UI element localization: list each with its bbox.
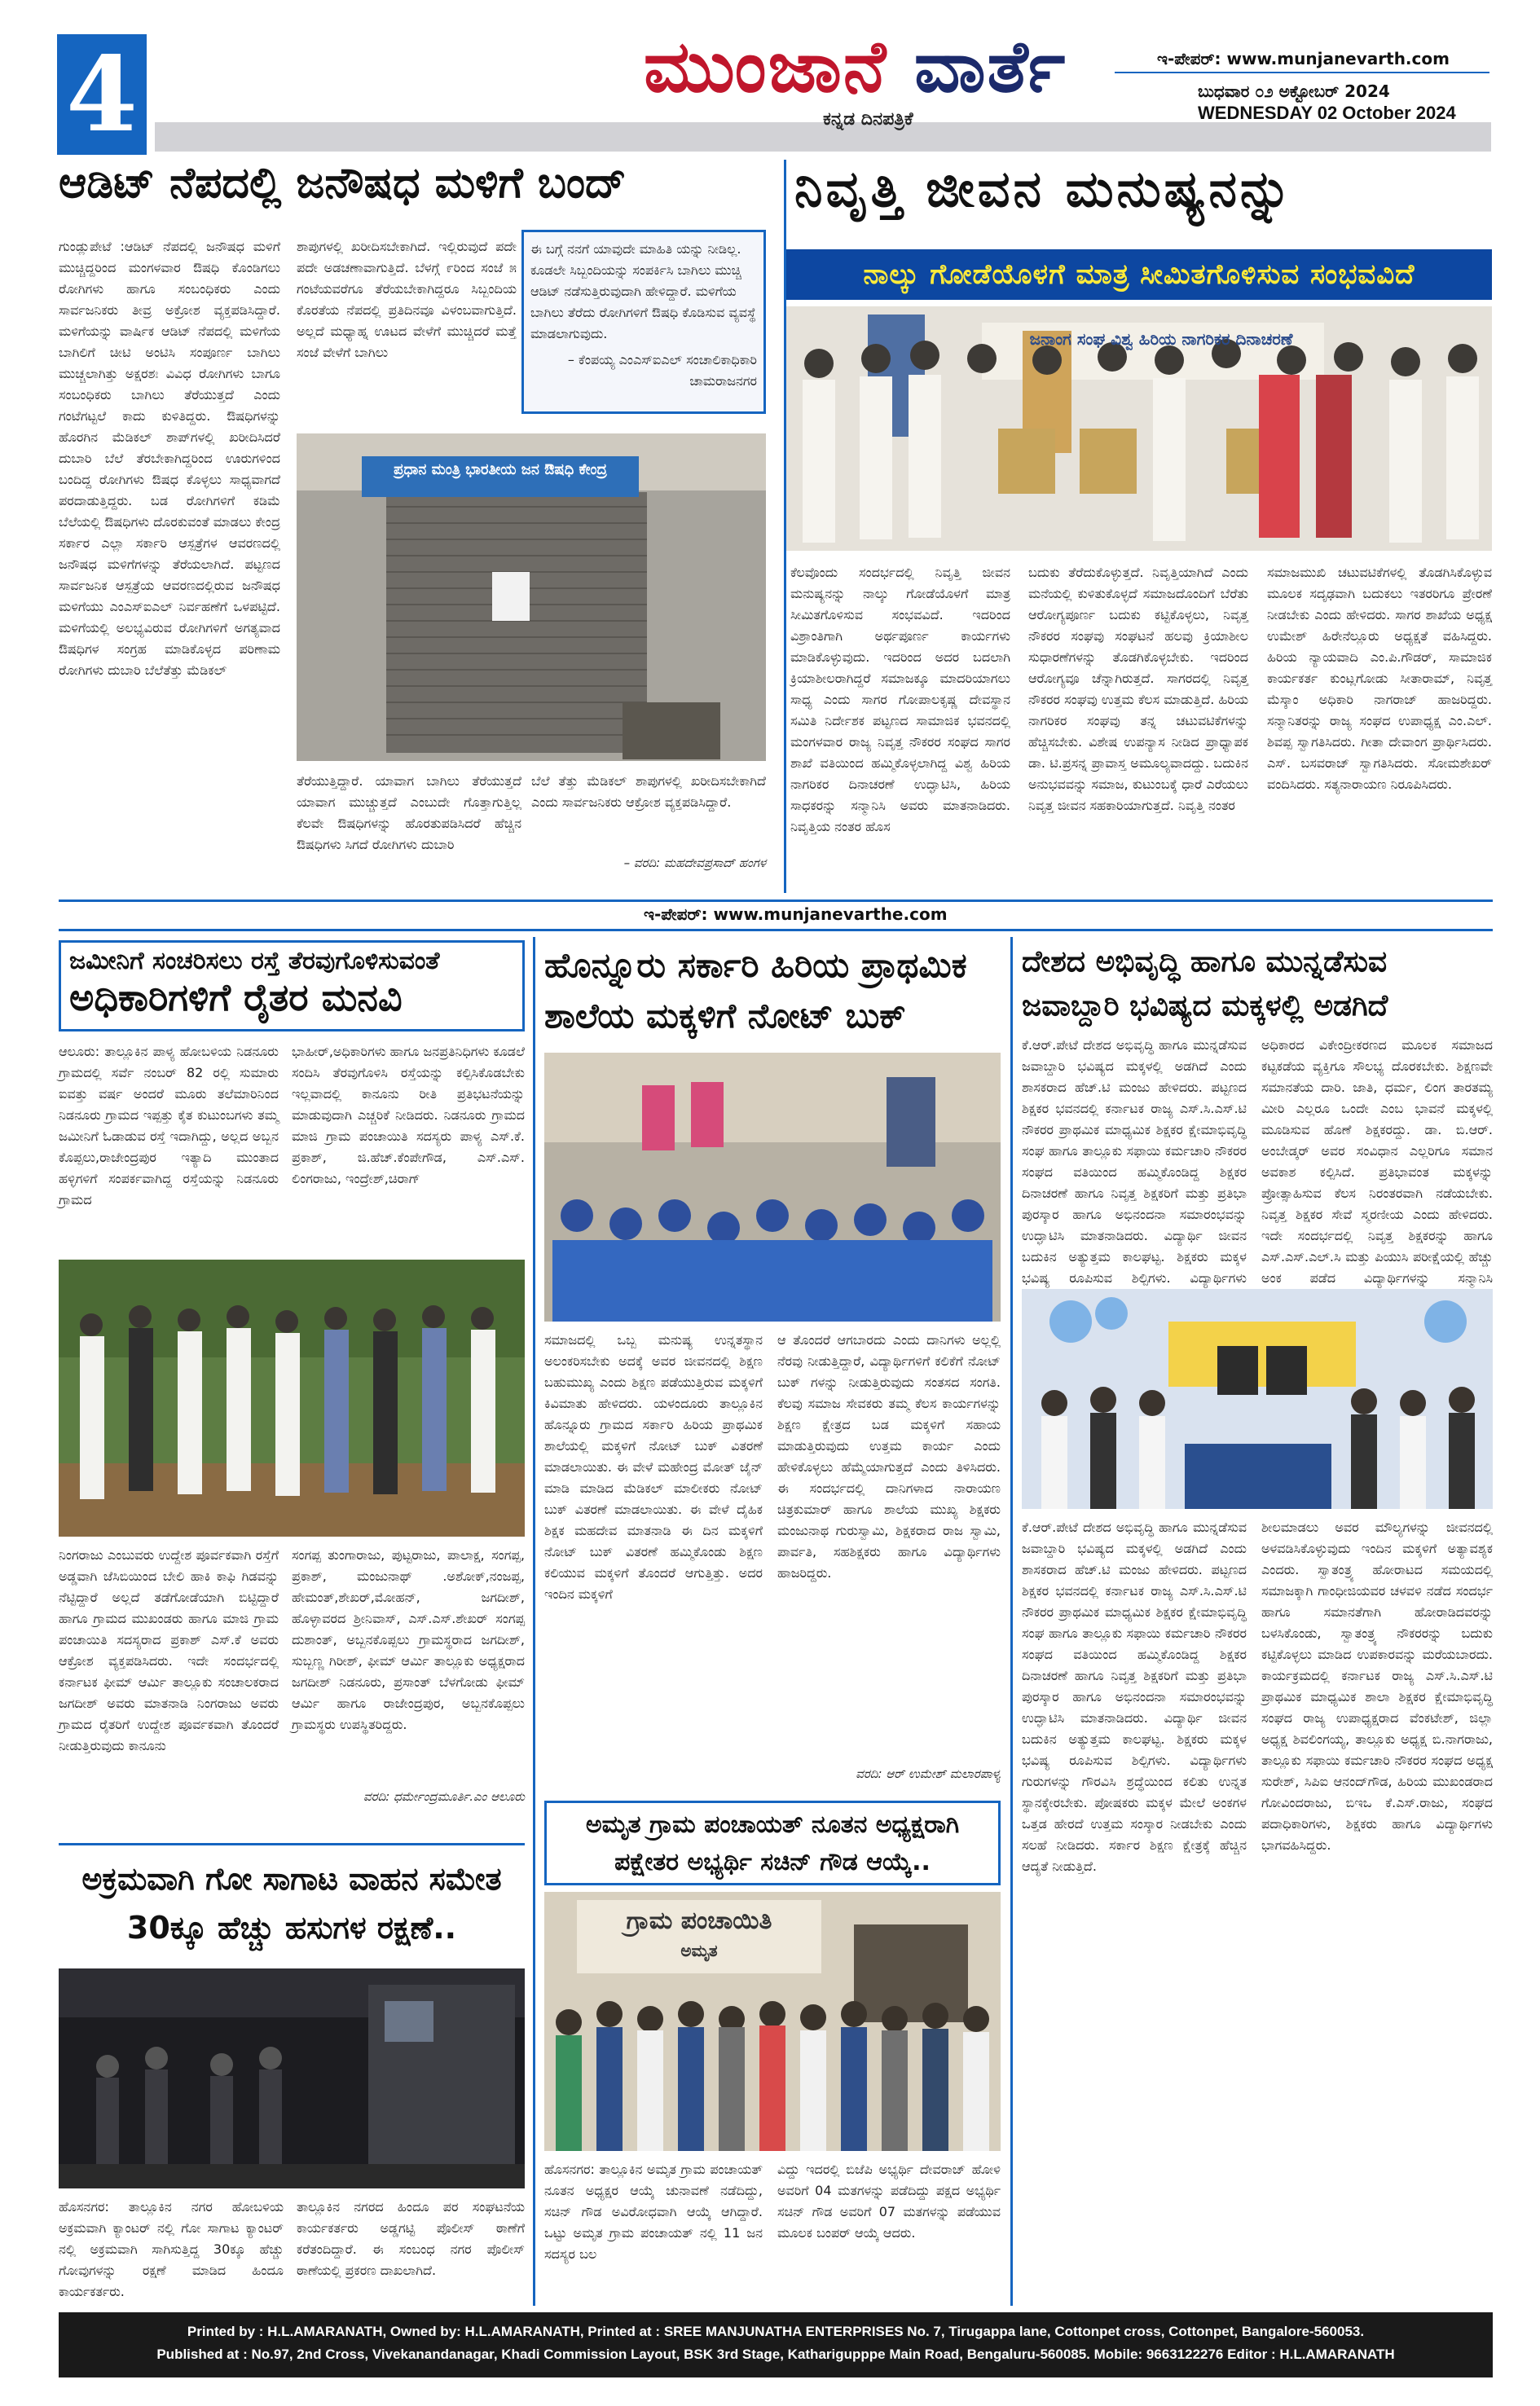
- section-divider: [59, 1843, 525, 1845]
- story7-photo: [59, 1968, 525, 2188]
- story2-column-3: ಸಮಾಜಮುಖಿ ಚಟುವಟಿಕೆಗಳಲ್ಲಿ ತೊಡಗಿಸಿಕೊಳ್ಳುವ ಮೂಲಕ ಸದೃಢವಾಗಿ ಬದುಕಲು ಇತರರಿಗೂ ಪ್ರೇರಣೆ ನೀಡಬೇಕು ಎಂದು ಹೇಳಿದರು. ಸಾಗರ ಶಾಖೆಯ ಅಧ್ಯಕ್ಷ ಉಮೇಶ್ ಹಿರೇನೆಲ್ಲೂರು ಅಧ್ಯಕ್ಷತೆ ವಹಿಸಿದ್ದರು. ಹಿರಿಯ ನ್ಯಾಯವಾದಿ ಎಂ.ಪಿ.ಗೌಡರ್, ಸಾಮಾಜಿಕ ಕಾರ್ಯಕರ್ತ ಕುಂಟ್ಲಗೋಡು ಸೀತಾರಾಮ್, ನಿವೃತ್ತ ಮೆಸ್ಕಾಂ ಅಧಿಕಾರಿ ನಾಗರಾಜ್ ಹಾಜರಿದ್ದರು. ಸನ್ಮಾನಿತರನ್ನು ರಾಜ್ಯ ಸಂಘದ ಉಪಾಧ್ಯಕ್ಷ ಎಂ.ಎಲ್. ಶಿವಪ್ಪ ಸ್ವಾಗತಿಸಿದರು. ಗೀತಾ ದೇವಾಂಗ ಪ್ರಾರ್ಥಿಸಿದರು. ಎಸ್. ಬಸವರಾಜ್ ಸ್ವಾಗತಿಸಿದರು. ಸೋಮಶೇಖರ್ ವಂದಿಸಿದರು. ಸತ್ಯನಾರಾಯಣ ನಿರೂಪಿಸಿದರು.: [1267, 565, 1492, 792]
- masthead-subtitle: ಕನ್ನಡ ದಿನಪತ್ರಿಕೆ: [823, 109, 913, 130]
- story6-headline-box: [544, 1801, 1001, 1885]
- story5-column-2: ಶೀಲಮಾಡಲು ಅವರ ಮೌಲ್ಯಗಳನ್ನು ಜೀವನದಲ್ಲಿ ಅಳವಡಿಸಿಕೊಳ್ಳುವುದು ಇಂದಿನ ಮಕ್ಕಳಿಗೆ ಅತ್ಯಾವಶ್ಯಕ ಎಂದರು. ಸ್ವಾತಂತ್ರ್ಯ ಹೋರಾಟದ ಸಮಯದಲ್ಲಿ ಸಮಾಜಕ್ಕಾಗಿ ಗಾಂಧೀಜಿಯವರ ಚಳವಳಿ ನಡೆದ ಸಂದರ್ಭ ಹಾಗೂ ಸಮಾನತೆಗಾಗಿ ಹೋರಾಡಿದವರನ್ನು ಬಳಸಿಕೊಂಡು, ಸ್ವಾತಂತ್ರ್ಯ ನೌಕರರನ್ನು ಬದುಕು ಕಟ್ಟಿಕೊಳ್ಳಲು ಮಾಡಿದ ಉಪಕಾರವನ್ನು ಮರೆಯಬಾರದು. ಕಾರ್ಯಕ್ರಮದಲ್ಲಿ ಕರ್ನಾಟಕ ರಾಜ್ಯ ಎಸ್.ಸಿ.ಎಸ್.ಟಿ ಪ್ರಾಥಮಿಕ ಮಾಧ್ಯಮಿಕ ಶಾಲಾ ಶಿಕ್ಷಕರ ಕ್ಷೇಮಾಭಿವೃದ್ಧಿ ಸಂಘದ ರಾಜ್ಯ ಉಪಾಧ್ಯಕ್ಷರಾದ ವೆಂಕಟೇಶ್, ಜಿಲ್ಲಾ ಅಧ್ಯಕ್ಷ ಶಿವಲಿಂಗಯ್ಯ, ತಾಲ್ಲೂಕು ಅಧ್ಯಕ್ಷ ಬಿ.ನಾಗರಾಜು, ತಾಲ್ಲೂಕು ಸಫಾಯಿ ಕರ್ಮಚಾರಿ ನೌಕರರ ಸಂಘದ ಅಧ್ಯಕ್ಷ ಸುರೇಶ್, ಸಿಪಿಐ ಆನಂದ್‌ಗೌಡ, ಹಿರಿಯ ಮುಖಂಡರಾದ ಗೋವಿಂದರಾಜು, ಬಿಇಒ ಕೆ.ಎಸ್.ರಾಜು, ಸಂಘದ ಪದಾಧಿಕಾರಿಗಳು, ಶಿಕ್ಷಕರು ಹಾಗೂ ವಿದ್ಯಾರ್ಥಿಗಳು ಭಾಗವಹಿಸಿದ್ದರು.: [1261, 1520, 1493, 1853]
- epaper-link-mid[interactable]: ಇ-ಪೇಪರ್: www.munjanevarthe.com: [644, 904, 948, 924]
- story6-photo: [544, 1892, 1001, 2151]
- classroom-photo-graphic: [544, 1053, 1001, 1322]
- story1-column-2: ಶಾಪುಗಳಲ್ಲಿ ಖರೀದಿಸಬೇಕಾಗಿದೆ. ಇಲ್ಲಿರುವುದೆ ಪದೇ ಪದೇ ಅಡಚಣಾವಾಗುತ್ತಿದೆ. ಬೆಳಗ್ಗೆ ೯ರಿಂದ ಸಂಜೆ ೫ ಗಂಟೆಯವರೆಗೂ ತೆರೆಯಬೇಕಾಗಿದ್ದರೂ ಸಿಬ್ಬಂದಿಯ ಕೊರತೆಯ ನೆಪದಲ್ಲಿ ಪ್ರತಿದಿನವೂ ವಿಳಂಬವಾಗುತ್ತಿದೆ. ಅಲ್ಲದೆ ಮಧ್ಯಾಹ್ನ ಊಟದ ವೇಳೆಗೆ ಮುಚ್ಚಿದರೆ ಮತ್ತೆ ಸಂಜೆ ವೇಳೆಗೆ ಬಾಗಿಲು: [297, 239, 517, 360]
- story2-headline: ನಿವೃತ್ತಿ ಜೀವನ ಮನುಷ್ಯನನ್ನು: [794, 159, 1295, 218]
- story3-column-4: ಸಂಗಪ್ಪ ತುಂಗಾರಾಜು, ಪುಟ್ಟರಾಜು, ಪಾಲಾಕ್ಷ, ಸಂಗಪ್ಪ, ಪ್ರಕಾಶ್, ಮಂಜುನಾಥ್ .ಅಶೋಕ್,ನಂಜಪ್ಪ, ಹೇಮಂತ್,ಶೇಖರ್,ಮೋಹನ್, ಜಗದೀಶ್, ಹೊಳ್ಳಾವರದ ಶ್ರೀನಿವಾಸ್, ಎಸ್.ಎಸ್.ಶೇಖರ್ ಸಂಗಪ್ಪ ದುಶಾಂತ್, ಅಬ್ಬನಕೊಪ್ಪಲು ಗ್ರಾಮಸ್ಥರಾದ ಜಗದೀಶ್, ಸುಬ್ಬಣ್ಣ ಗಿರೀಶ್, ಫೀಮ್ ಆರ್ಮಿ ತಾಲ್ಲೂಕು ಅಧ್ಯಕ್ಷರಾದ ಜಗದೀಶ್ ನಿಡನೂರು, ಪ್ರಸಾಂತ್ ಬೆಳಗೋಡು ಫೀಮ್ ಆರ್ಮಿ ಹಾಗೂ ರಾಜೇಂದ್ರಪುರ, ಅಬ್ಬನಕೊಪ್ಪಲು ಗ್ರಾಮಸ್ಥರು ಉಪಸ್ಥಿತರಿದ್ದರು.: [292, 1547, 525, 1732]
- farmers-photo-graphic: [59, 1260, 525, 1537]
- shutter-photo-graphic: [297, 433, 766, 761]
- story5-column-3: ಅಧಿಕಾರದ ವಿಕೇಂದ್ರೀಕರಣದ ಮೂಲಕ ಸಮಾಜದ ಕಟ್ಟಕಡೆಯ ವ್ಯಕ್ತಿಗೂ ಸೌಲಭ್ಯ ದೊರಕಬೇಕು. ಶಿಕ್ಷಣವೇ ಸಮಾನತೆಯ ದಾರಿ. ಜಾತಿ, ಧರ್ಮ, ಲಿಂಗ ತಾರತಮ್ಯ ಮೀರಿ ಎಲ್ಲರೂ ಒಂದೇ ಎಂಬ ಭಾವನೆ ಮಕ್ಕಳಲ್ಲಿ ಮೂಡಿಸುವ ಹೊಣೆ ಶಿಕ್ಷಕರದ್ದು. ಡಾ. ಬಿ.ಆರ್. ಅಂಬೇಡ್ಕರ್ ಅವರ ಸಂವಿಧಾನ ಎಲ್ಲರಿಗೂ ಸಮಾನ ಅವಕಾಶ ಕಲ್ಪಿಸಿದೆ. ಪ್ರತಿಭಾವಂತ ಮಕ್ಕಳನ್ನು ಪ್ರೋತ್ಸಾಹಿಸುವ ಕೆಲಸ ನಿರಂತರವಾಗಿ ನಡೆಯಬೇಕು. ನಿವೃತ್ತ ಶಿಕ್ಷಕರ ಸೇವೆ ಸ್ಮರಣೀಯ ಎಂದು ಹೇಳಿದರು. ಇದೇ ಸಂದರ್ಭದಲ್ಲಿ ನಿವೃತ್ತ ಶಿಕ್ಷಕರನ್ನು ಹಾಗೂ ಎಸ್.ಎಸ್.ಎಲ್.ಸಿ ಮತ್ತು ಪಿಯುಸಿ ಪರೀಕ್ಷೆಯಲ್ಲಿ ಹೆಚ್ಚು ಅಂಕ ಪಡೆದ ವಿದ್ಯಾರ್ಥಿಗಳನ್ನು ಸನ್ಮಾನಿಸಿ: [1261, 1037, 1493, 1286]
- story5-photo: [1022, 1289, 1493, 1509]
- panchayat-sign-village: ಅಮೃತ: [680, 1941, 718, 1960]
- story3-kicker: ಜಮೀನಿಗೆ ಸಂಚರಿಸಲು ರಸ್ತೆ ತೆರವುಗೊಳಿಸುವಂತೆ: [69, 947, 440, 975]
- stage-photo-graphic: [1022, 1289, 1493, 1509]
- section-divider: [59, 929, 1493, 931]
- story5-column-1b: ಕೆ.ಆರ್.ಪೇಟೆ ದೇಶದ ಅಭಿವೃದ್ಧಿ ಹಾಗೂ ಮುನ್ನಡೆಸುವ ಜವಾಬ್ದಾರಿ ಭವಿಷ್ಯದ ಮಕ್ಕಳಲ್ಲಿ ಅಡಗಿದೆ ಎಂದು ಶಾಸಕರಾದ ಹೆಚ್.ಟಿ ಮಂಜು ಹೇಳಿದರು. ಪಟ್ಟಣದ ಶಿಕ್ಷಕರ ಭವನದಲ್ಲಿ ಕರ್ನಾಟಕ ರಾಜ್ಯ ಎಸ್.ಸಿ.ಎಸ್.ಟಿ ನೌಕರರ ಪ್ರಾಥಮಿಕ ಮಾಧ್ಯಮಿಕ ಶಿಕ್ಷಕರ ಕ್ಷೇಮಾಭಿವೃದ್ಧಿ ಸಂಘ ಹಾಗೂ ತಾಲ್ಲೂಕು ಸಫಾಯಿ ಕರ್ಮಚಾರಿ ನೌಕರರ ಸಂಘದ ವತಿಯಿಂದ ಹಮ್ಮಿಕೊಂಡಿದ್ದ ಶಿಕ್ಷಕರ ದಿನಾಚರಣೆ ಹಾಗೂ ನಿವೃತ್ತ ಶಿಕ್ಷಕರಿಗೆ ಮತ್ತು ಪ್ರತಿಭಾ ಪುರಸ್ಕಾರ ಹಾಗೂ ಅಭಿನಂದನಾ ಸಮಾರಂಭವನ್ನು ಉದ್ಘಾಟಿಸಿ ಮಾತನಾಡಿದರು. ವಿದ್ಯಾರ್ಥಿ ಜೀವನ ಬದುಕಿನ ಅತ್ಯುತ್ತಮ ಕಾಲಘಟ್ಟ. ಶಿಕ್ಷಕರು ಮಕ್ಕಳ ಭವಿಷ್ಯ ರೂಪಿಸುವ ಶಿಲ್ಪಿಗಳು. ವಿದ್ಯಾರ್ಥಿಗಳು ಗುರುಗಳನ್ನು ಗೌರವಿಸಿ ಶ್ರದ್ಧೆಯಿಂದ ಕಲಿತು ಉನ್ನತ ಸ್ಥಾನಕ್ಕೇರಬೇಕು. ಪೋಷಕರು ಮಕ್ಕಳ ಮೇಲೆ ಅಂಕಗಳ ಒತ್ತಡ ಹೇರದೆ ಉತ್ತಮ ಸಂಸ್ಕಾರ ನೀಡಬೇಕು ಎಂದು ಸಲಹೆ ನೀಡಿದರು. ಸರ್ಕಾರ ಶಿಕ್ಷಣ ಕ್ಷೇತ್ರಕ್ಕೆ ಹೆಚ್ಚಿನ ಆದ್ಯತೆ ನೀಡುತ್ತಿದೆ.: [1022, 1520, 1247, 1874]
- story1-quote-box: [521, 230, 766, 414]
- section-divider: [59, 900, 1493, 902]
- story1-column-1: ಗುಂಡ್ಲುಪೇಟೆ :ಆಡಿಟ್ ನೆಪದಲ್ಲಿ ಜನೌಷಧ ಮಳಿಗೆ ಮುಚ್ಚಿದ್ದರಿಂದ ಮಂಗಳವಾರ ಔಷಧಿ ಕೊಂಡಿಗಲು ರೋಗಿಗಳು ಹಾಗೂ ಸಂಬಂಧಿಕರು ಎಂದು ಸಾರ್ವಜನಿಕರು ತೀವ್ರ ಅಕ್ರೋಶ ವ್ಯಕ್ತಪಡಿಸಿದ್ದಾರೆ. ಮಳಿಗೆಯನ್ನು ವಾರ್ಷಿಕ ಆಡಿಟ್ ನೆಪದಲ್ಲಿ ಮಳಿಗೆಯ ಬಾಗಿಲಿಗೆ ಚೀಟಿ ಅಂಟಿಸಿ ಸಂಪೂರ್ಣ ಬಾಗಿಲು ಮುಚ್ಚಲಾಗಿತ್ತು ಅಕ್ಷರಶಃ ವಿವಿಧ ರೋಗಿಗಳು ಬಾಗೂ ಸಂಬಂಧಿಕರು ಬಾಗಿಲು ತೆರೆಯುತ್ತದೆ ಎಂದು ಗಂಟೆಗಟ್ಟಲೆ ಕಾದು ಕುಳಿತಿದ್ದರು. ಔಷಧಿಗಳನ್ನು ಹೊರಗಿನ ಮೆಡಿಕಲ್ ಶಾಪ್‌ಗಳಲ್ಲಿ ಖರೀದಿಸಿದರೆ ದುಬಾರಿ ಬೆಲೆ ತೆರಬೇಕಾಗಿದ್ದರಿಂದ ಊರುಗಳಿಂದ ಬಂದಿದ್ದ ರೋಗಿಗಳು ಔಷಧ ಕೊಳ್ಳಲು ಸಾಧ್ಯವಾಗದೆ ಪರದಾಡುತ್ತಿದ್ದರು. ಬಡ ರೋಗಿಗಳಿಗೆ ಕಡಿಮೆ ಬೆಲೆಯಲ್ಲಿ ಔಷಧಿಗಳು ದೊರಕುವಂತೆ ಮಾಡಲು ಕೇಂದ್ರ ಸರ್ಕಾರ ಎಲ್ಲಾ ಸರ್ಕಾರಿ ಆಸ್ಪತ್ರೆಗಳ ಆವರಣದಲ್ಲಿ ಜನೌಷಧ ಮಳಿಗೆಗಳನ್ನು ತೆರೆಯಲಾಗಿದೆ. ಪಟ್ಟಣದ ಸಾರ್ವಜನಿಕ ಆಸ್ಪತ್ರೆಯ ಆವರಣದಲ್ಲಿರುವ ಜನೌಷಧ ಮಳಿಗೆಯು ಎಂಎಸ್‌ಐಎಲ್ ನಿರ್ವಹಣೆಗೆ ಒಳಪಟ್ಟಿದೆ. ಮಳಿಗೆಯಲ್ಲಿ ಅಲಭ್ಯವಿರುವ ರೋಗಿಗಳಿಗೆ ಅಗತ್ಯವಾದ ಔಷಧಿಗಳ ಸಂಗ್ರಹ ಮಾಡಿಕೊಳ್ಳದ ಪರಿಣಾಮ ರೋಗಿಗಳು ದುಬಾರಿ ಬೆಲೆತೆತ್ತು ಮೆಡಿಕಲ್: [59, 239, 280, 678]
- story3-photo: [59, 1260, 525, 1537]
- story2-subheadline: ನಾಲ್ಕು ಗೋಡೆಯೊಳಗೆ ಮಾತ್ರ ಸೀಮಿತಗೊಳಿಸುವ ಸಂಭವವಿದೆ: [786, 249, 1492, 300]
- cattle-rescue-photo-graphic: [59, 1968, 525, 2188]
- story7-column-1: ಹೊಸನಗರ: ತಾಲ್ಲೂಕಿನ ನಗರ ಹೋಬಳಿಯ ಅಕ್ರಮವಾಗಿ ಕ್ಯಾಂಟರ್ ನಲ್ಲಿ ಗೋ ಸಾಗಾಟ ಕ್ಯಾಂಟರ್ ನಲ್ಲಿ ಅಕ್ರಮವಾಗಿ ಸಾಗಿಸುತ್ತಿದ್ದ 30ಕ್ಕೂ ಹೆಚ್ಚು ಗೋವುಗಳನ್ನು ರಕ್ಷಣೆ ಮಾಡಿದ ಹಿಂದೂ ಕಾರ್ಯಕರ್ತರು.: [59, 2199, 284, 2299]
- story3-headline-box: [59, 940, 525, 1031]
- epaper-link-top[interactable]: ಇ-ಪೇಪರ್: www.munjanevarth.com: [1157, 49, 1450, 68]
- story5-headline: ದೇಶದ ಅಭಿವೃದ್ಧಿ ಹಾಗೂ ಮುನ್ನಡೆಸುವ ಜವಾಬ್ದಾರಿ ಭವಿಷ್ಯದ ಮಕ್ಕಳಲ್ಲಿ ಅಡಗಿದೆ: [1022, 945, 1388, 1023]
- story7-column-2: ತಾಲ್ಲೂಕಿನ ನಗರದ ಹಿಂದೂ ಪರ ಸಂಘಟನೆಯ ಕಾರ್ಯಕರ್ತರು ಅಡ್ಡಗಟ್ಟಿ ಪೊಲೀಸ್ ಠಾಣೆಗೆ ಕರೆತಂದಿದ್ದಾರೆ. ಈ ಸಂಬಂಧ ನಗರ ಪೊಲೀಸ್ ಠಾಣೆಯಲ್ಲಿ ಪ್ರಕರಣ ದಾಖಲಾಗಿದೆ.: [297, 2199, 525, 2278]
- story5-column-1: ಕೆ.ಆರ್.ಪೇಟೆ ದೇಶದ ಅಭಿವೃದ್ಧಿ ಹಾಗೂ ಮುನ್ನಡೆಸುವ ಜವಾಬ್ದಾರಿ ಭವಿಷ್ಯದ ಮಕ್ಕಳಲ್ಲಿ ಅಡಗಿದೆ ಎಂದು ಶಾಸಕರಾದ ಹೆಚ್.ಟಿ ಮಂಜು ಹೇಳಿದರು. ಪಟ್ಟಣದ ಶಿಕ್ಷಕರ ಭವನದಲ್ಲಿ ಕರ್ನಾಟಕ ರಾಜ್ಯ ಎಸ್.ಸಿ.ಎಸ್.ಟಿ ನೌಕರರ ಪ್ರಾಥಮಿಕ ಮಾಧ್ಯಮಿಕ ಶಿಕ್ಷಕರ ಕ್ಷೇಮಾಭಿವೃದ್ಧಿ ಸಂಘ ಹಾಗೂ ತಾಲ್ಲೂಕು ಸಫಾಯಿ ಕರ್ಮಚಾರಿ ನೌಕರರ ಸಂಘದ ವತಿಯಿಂದ ಹಮ್ಮಿಕೊಂಡಿದ್ದ ಶಿಕ್ಷಕರ ದಿನಾಚರಣೆ ಹಾಗೂ ನಿವೃತ್ತ ಶಿಕ್ಷಕರಿಗೆ ಮತ್ತು ಪ್ರತಿಭಾ ಪುರಸ್ಕಾರ ಹಾಗೂ ಅಭಿನಂದನಾ ಸಮಾರಂಭವನ್ನು ಉದ್ಘಾಟಿಸಿ ಮಾತನಾಡಿದರು. ವಿದ್ಯಾರ್ಥಿ ಜೀವನ ಬದುಕಿನ ಅತ್ಯುತ್ತಮ ಕಾಲಘಟ್ಟ. ಶಿಕ್ಷಕರು ಮಕ್ಕಳ ಭವಿಷ್ಯ ರೂಪಿಸುವ ಶಿಲ್ಪಿಗಳು. ವಿದ್ಯಾರ್ಥಿಗಳು: [1022, 1037, 1247, 1286]
- story1-quote-author: – ಕೆಂಪಯ್ಯ ಎಂಎಸ್‌ಐಎಲ್ ಸಂಚಾಲಿಕಾಧಿಕಾರಿ ಚಾಮರಾಜನಗರ: [567, 352, 757, 389]
- story1-photo: [297, 433, 766, 761]
- story4-column-1: ಸಮಾಜದಲ್ಲಿ ಒಬ್ಬ ಮನುಷ್ಯ ಉನ್ನತಸ್ಥಾನ ಅಲಂಕರಿಸಬೇಕು ಅದಕ್ಕೆ ಅವರ ಜೀವನದಲ್ಲಿ ಶಿಕ್ಷಣ ಬಹುಮುಖ್ಯ ಎಂದು ಶಿಕ್ಷಣ ಪಡೆಯುತ್ತಿರುವ ಮಕ್ಕಳಿಗೆ ಕಿವಿಮಾತು ಹೇಳಿದರು. ಯಳಂದೂರು ತಾಲ್ಲೂಕಿನ ಹೊನ್ನೂರು ಗ್ರಾಮದ ಸರ್ಕಾರಿ ಹಿರಿಯ ಪ್ರಾಥಮಿಕ ಶಾಲೆಯಲ್ಲಿ ಮಕ್ಕಳಿಗೆ ನೋಟ್ ಬುಕ್ ವಿತರಣೆ ಮಾಡಲಾಯಿತು. ಈ ವೇಳೆ ಮಹೇಂದ್ರ ಮೋತ್ ಜೈನ್ ಮಾಡಿ ಮಾಡಿದ ಮೆಡಿಕಲ್ ಮಾಲೀಕರು ನೋಟ್ ಬುಕ್ ವಿತರಣೆ ಮಾಡಲಾಯಿತು. ಈ ವೇಳೆ ದೈಹಿಕ ಶಿಕ್ಷಕ ಮಹದೇವ ಮಾತನಾಡಿ ಈ ದಿನ ಮಕ್ಕಳಿಗೆ ನೋಟ್ ಬುಕ್ ವಿತರಣೆ ಹಮ್ಮಿಕೊಂಡು ಶಿಕ್ಷಣ ಕಲಿಯುವ ಮಕ್ಕಳಿಗೆ ತೊಂದರೆ ಆಗುತ್ತಿತ್ತು. ಅದರ ಇಂದಿನ ಮಕ್ಕಳಿಗೆ: [544, 1332, 763, 1602]
- masthead-logo: [644, 24, 1067, 108]
- story4-headline: ಹೊನ್ನೂರು ಸರ್ಕಾರಿ ಹಿರಿಯ ಪ್ರಾಥಮಿಕ ಶಾಲೆಯ ಮಕ್ಕಳಿಗೆ ನೋಟ್ ಬುಕ್: [544, 945, 967, 1036]
- story1-headline: ಆಡಿಟ್ ನೆಪದಲ್ಲಿ ಜನೌಷಧ ಮಳಿಗೆ ಬಂದ್: [59, 159, 627, 208]
- story7-headline: ಅಕ್ರಮವಾಗಿ ಗೋ ಸಾಗಾಟ ವಾಹನ ಸಮೇತ 30ಕ್ಕೂ ಹೆಚ್ಚು ಹಸುಗಳ ರಕ್ಷಣೆ..: [81, 1861, 502, 1946]
- masthead-logo-blue: ವಾರ್ತೆ: [913, 24, 1067, 108]
- imprint-line-1: Printed by : H.L.AMARANATH, Owned by: H.L.AMARANATH, Printed at : SREE MANJUNATHA ENTERPRISES No. 7, Tirugappa lane, Cottonpet cross, Cottonpet, Bangalore-560053.: [187, 2324, 1365, 2339]
- story6-headline: ಅಮೃತ ಗ್ರಾಮ ಪಂಚಾಯತ್ ನೂತನ ಅಧ್ಯಕ್ಷರಾಗಿ ಪಕ್ಷೇತರ ಅಭ್ಯರ್ಥಿ ಸಚಿನ್ ಗೌಡ ಆಯ್ಕೆ..: [585, 1810, 960, 1876]
- event-banner-text: ಜನಾಂಗ ಸಂಘ ವಿಶ್ವ ಹಿರಿಯ ನಾಗರಿಕರ ದಿನಾಚರಣೆ: [1029, 329, 1293, 349]
- column-divider: [533, 937, 535, 2306]
- shop-sign-text: ಪ್ರಧಾನ ಮಂತ್ರಿ ಭಾರತೀಯ ಜನ ಔಷಧಿ ಕೇಂದ್ರ: [394, 461, 607, 478]
- story4-photo: [544, 1053, 1001, 1322]
- date-english: WEDNESDAY 02 October 2024: [1198, 103, 1456, 123]
- story4-byline: ವರದಿ: ಆರ್ ಉಮೇಶ್ ಮಲಾರಪಾಳ್ಯ: [856, 1766, 1001, 1781]
- masthead-divider: [1115, 72, 1489, 73]
- story1-column-2b: ತೆರೆಯುತ್ತಿದ್ದಾರೆ. ಯಾವಾಗ ಬಾಗಿಲು ತೆರೆಯುತ್ತದೆ ಯಾವಾಗ ಮುಚ್ಚುತ್ತದೆ ಎಂಬುದೇ ಗೊತ್ತಾಗುತ್ತಿಲ್ಲ ಕೆಲವೇ ಔಷಧಿಗಳನ್ನು ಹೊರತುಪಡಿಸಿದರೆ ಹೆಚ್ಚಿನ ಔಷಧಿಗಳು ಸಿಗದೆ ರೋಗಿಗಳು ದುಬಾರಿ: [297, 773, 521, 852]
- story1-quote: ಈ ಬಗ್ಗೆ ನನಗೆ ಯಾವುದೇ ಮಾಹಿತಿ ಯನ್ನು ನೀಡಿಲ್ಲ. ಕೂಡಲೇ ಸಿಬ್ಬಂದಿಯನ್ನು ಸಂಪರ್ಕಿಸಿ ಬಾಗಿಲು ಮುಚ್ಚಿ ಆಡಿಟ್ ನಡೆಸುತ್ತಿರುವುದಾಗಿ ಹೇಳಿದ್ದಾರೆ. ಮಳಿಗೆಯ ಬಾಗಿಲು ತೆರೆದು ರೋಗಿಗಳಿಗೆ ಔಷಧಿ ಕೊಡಿಸುವ ವ್ಯವಸ್ಥೆ ಮಾಡಲಾಗುವುದು.: [530, 241, 756, 341]
- story6-column-1: ಹೊಸನಗರ: ತಾಲ್ಲೂಕಿನ ಅಮೃತ ಗ್ರಾಮ ಪಂಚಾಯತ್ ನೂತನ ಅಧ್ಯಕ್ಷರ ಆಯ್ಕೆ ಚುನಾವಣೆ ನಡೆದಿದ್ದು, ಸಚಿನ್ ಗೌಡ ಅವಿರೋಧವಾಗಿ ಆಯ್ಕೆ ಆಗಿದ್ದಾರೆ. ಒಟ್ಟು ಅಮೃತ ಗ್ರಾಮ ಪಂಚಾಯತ್ ನಲ್ಲಿ 11 ಜನ ಸದಸ್ಯರ ಬಲ: [544, 2162, 763, 2262]
- column-divider: [1010, 937, 1013, 2306]
- story3-byline: ವರದಿ: ಧರ್ಮೇಂದ್ರಮೂರ್ತಿ.ಎಂ ಆಲೂರು: [363, 1789, 525, 1804]
- story3-column-2: ಭಾಹೀರ್,ಅಧಿಕಾರಿಗಳು ಹಾಗೂ ಜನಪ್ರತಿನಿಧಿಗಳು ಕೂಡಲೆ ಸಂದಿಸಿ ತೆರವುಗೊಳಿಸಿ ರಸ್ತೆಯನ್ನು ಕಲ್ಪಿಸಿಕೊಡಬೇಕು ಇಲ್ಲವಾದಲ್ಲಿ ಕಾನೂನು ರೀತಿ ಪ್ರತಿಭಟನೆಯನ್ನು ಮಾಡುವುದಾಗಿ ಎಚ್ಚರಿಕೆ ನೀಡಿದರು. ನಿಡನೂರು ಗ್ರಾಮದ ಮಾಜಿ ಗ್ರಾಮ ಪಂಚಾಯಿತಿ ಸದಸ್ಯರು ಪಾಳ್ಯ ಎಸ್.ಕೆ. ಪ್ರಕಾಶ್, ಜಿ.ಹೆಚ್.ಕೆಂಪೇಗೌಡ, ಎಸ್.ಎಸ್. ಲಿಂಗರಾಜು, ಇಂದ್ರೇಶ್,ಚಿರಾಗ್: [292, 1044, 525, 1186]
- story2-photo: [786, 306, 1492, 551]
- story1-column-3b: ಬೆಲೆ ತೆತ್ತು ಮೆಡಿಕಲ್ ಶಾಪುಗಳಲ್ಲಿ ಖರೀದಿಸಬೇಕಾಗಿದೆ ಎಂದು ಸಾರ್ವಜನಿಕರು ಆಕ್ರೋಶ ವ್ಯಕ್ತಪಡಿಸಿದ್ದಾರೆ.: [531, 773, 766, 810]
- story2-column-2: ಬದುಕು ತೆರೆದುಕೊಳ್ಳುತ್ತದೆ. ನಿವೃತ್ತಿಯಾಗಿದೆ ಎಂದು ಮನೆಯಲ್ಲಿ ಕುಳಿತುಕೊಳ್ಳದೆ ಸಮಾಜದೊಂದಿಗೆ ಬೆರೆತು ಆರೋಗ್ಯಪೂರ್ಣ ಬದುಕು ಕಟ್ಟಿಕೊಳ್ಳಲು, ನಿವೃತ್ತ ನೌಕರರ ಸಂಘವು ಸಂಘಟನೆ ಹಲವು ಕ್ರಿಯಾಶೀಲ ಸುಧಾರಣೆಗಳನ್ನು ತೊಡಗಿಕೊಳ್ಳಬೇಕು. ಇದರಿಂದ ಆರೋಗ್ಯವೂ ಚೆನ್ನಾಗಿರುತ್ತದೆ. ಸಾಗರದಲ್ಲಿ ನಿವೃತ್ತ ನೌಕರರ ಸಂಘವು ಉತ್ತಮ ಕೆಲಸ ಮಾಡುತ್ತಿದೆ. ಹಿರಿಯ ನಾಗರಿಕರ ಸಂಘವು ತನ್ನ ಚಟುವಟಿಕೆಗಳನ್ನು ಹೆಚ್ಚಿಸಬೇಕು. ವಿಶೇಷ ಉಪನ್ಯಾಸ ನೀಡಿದ ಪ್ರಾಧ್ಯಾಪಕ ಡಾ. ಟಿ.ಪ್ರಸನ್ನ ಪ್ರಾವಾಸ್ತ ಅಮೂಲ್ಯವಾದದ್ದು. ಬದುಕಿನ ಅನುಭವವನ್ನು ಸಮಾಜ, ಕುಟುಂಬಕ್ಕೆ ಧಾರೆ ಎರೆಯಲು ನಿವೃತ್ತ ಜೀವನ ಸಹಕಾರಿಯಾಗುತ್ತದೆ. ನಿವೃತ್ತಿ ನಂತರ: [1028, 565, 1248, 813]
- story4-column-2: ಆ ತೊಂದರೆ ಆಗಬಾರದು ಎಂದು ದಾನಿಗಳು ಅಲ್ಲಲ್ಲಿ ನೆರವು ನೀಡುತ್ತಿದ್ದಾರೆ, ವಿದ್ಯಾರ್ಥಿಗಳಿಗೆ ಕಲಿಕೆಗೆ ನೋಟ್ ಬುಕ್ ಗಳನ್ನು ನೀಡುತ್ತಿರುವುದು ಸಂತಸದ ಸಂಗತಿ. ಕೆಲವು ಸಮಾಜ ಸೇವಕರು ತಮ್ಮ ಕೆಲಸ ಕಾರ್ಯಗಳನ್ನು ಶಿಕ್ಷಣ ಕ್ಷೇತ್ರದ ಬಡ ಮಕ್ಕಳಿಗೆ ಸಹಾಯ ಮಾಡುತ್ತಿರುವುದು ಉತ್ತಮ ಕಾರ್ಯ ಎಂದು ಹೇಳಿಕೊಳ್ಳಲು ಹೆಮ್ಮೆಯಾಗುತ್ತದೆ ಎಂದು ತಿಳಿಸಿದರು. ಈ ಸಂದರ್ಭದಲ್ಲಿ ದಾನಿಗಳಾದ ನಾರಾಯಣ ಚಿತ್ರಕುಮಾರ್ ಹಾಗೂ ಶಾಲೆಯ ಮುಖ್ಯ ಶಿಕ್ಷಕರು ಮಂಜುನಾಥ ಗುರುಸ್ವಾಮಿ, ಶಿಕ್ಷಕರಾದ ರಾಜ ಸ್ವಾಮಿ, ಪಾರ್ವತಿ, ಸಹಶಿಕ್ಷಕರು ಹಾಗೂ ವಿದ್ಯಾರ್ಥಿಗಳು ಹಾಜರಿದ್ದರು.: [777, 1332, 1001, 1581]
- story3-column-1: ಆಲೂರು: ತಾಲ್ಲೂಕಿನ ಪಾಳ್ಯ ಹೋಬಳಿಯ ನಿಡನೂರು ಗ್ರಾಮದಲ್ಲಿ ಸರ್ವೆ ನಂಬರ್ 82 ರಲ್ಲಿ ಸುಮಾರು ಐವತ್ತು ವರ್ಷ ಅಂದರೆ ಮೂರು ತಲೆಮಾರಿನಿಂದ ನಿಡನೂರು ಗ್ರಾಮದ ಇಪ್ಪತ್ತು ಕೈತ ಕುಟುಂಬಗಳು ತಮ್ಮ ಜಮೀನಿಗೆ ಓಡಾಡುವ ರಸ್ತೆ ಇದಾಗಿದ್ದು, ಅಲ್ಲದ ಅಬ್ಬನ ಕೊಪ್ಪಲು,ರಾಜೇಂದ್ರಪುರ ಇತ್ಯಾದಿ ಮುಂತಾದ ಹಳ್ಳಿಗಳಿಗೆ ಸಂಪರ್ಕವಾಗಿದ್ದ ರಸ್ತೆಯನ್ನು ನಿಡನೂರು ಗ್ರಾಮದ: [59, 1044, 279, 1207]
- page-number: 4: [57, 34, 147, 155]
- story2-column-1: ಕೆಲವೊಂದು ಸಂದರ್ಭದಲ್ಲಿ ನಿವೃತ್ತಿ ಜೀವನ ಮನುಷ್ಯನನ್ನು ನಾಲ್ಕು ಗೋಡೆಯೊಳಗೆ ಮಾತ್ರ ಸೀಮಿತಗೊಳಿಸುವ ಸಂಭವವಿದೆ. ಇದರಿಂದ ವಿಶ್ರಾಂತಿಗಾಗಿ ಅರ್ಥಪೂರ್ಣ ಕಾರ್ಯಗಳು ಮಾಡಿಕೊಳ್ಳುವುದು. ಇದರಿಂದ ಅದರ ಬದಲಾಗಿ ಕ್ರಿಯಾಶೀಲರಾಗಿದ್ದರೆ ಸಮಾಜಕ್ಕೂ ಮಾದರಿಯಾಗಲು ಸಾಧ್ಯ ಎಂದು ಸಾಗರ ಗೋಪಾಲಕೃಷ್ಣ ದೇವಸ್ಥಾನ ಸಮಿತಿ ನಿರ್ದೇಶಕ ಪಟ್ಟಣದ ಸಾಮಾಜಿಕ ಭವನದಲ್ಲಿ ಮಂಗಳವಾರ ರಾಜ್ಯ ನಿವೃತ್ತ ನೌಕರರ ಸಂಘದ ಸಾಗರ ಶಾಖೆ ವತಿಯಿಂದ ಹಮ್ಮಿಕೊಳ್ಳಲಾಗಿದ್ದ ವಿಶ್ವ ಹಿರಿಯ ನಾಗರಿಕರ ದಿನಾಚರಣೆ ಉದ್ಘಾಟಿಸಿ, ಹಿರಿಯ ಸಾಧಕರನ್ನು ಸನ್ಮಾನಿಸಿ ಅವರು ಮಾತನಾಡಿದರು. ನಿವೃತ್ತಿಯ ನಂತರ ಹೊಸ: [790, 565, 1010, 834]
- panchayat-sign: ಗ್ರಾಮ ಪಂಚಾಯಿತಿ: [626, 1907, 772, 1935]
- story6-column-2: ವಿದ್ದು ಇದರಲ್ಲಿ ಬಿಜೆಪಿ ಅಭ್ಯರ್ಥಿ ದೇವರಾಜ್ ಹೋಳಿ ಅವರಿಗೆ 04 ಮತಗಳನ್ನು ಪಡೆದಿದ್ದು ಪಕ್ಷದ ಅಭ್ಯರ್ಥಿ ಸಚಿನ್ ಗೌಡ ಅವರಿಗೆ 07 ಮತಗಳನ್ನು ಪಡೆಯುವ ಮೂಲಕ ಬಂಪರ್ ಆಯ್ಕೆ ಆದರು.: [777, 2162, 1001, 2241]
- imprint-footer: [59, 2312, 1493, 2377]
- date-kannada: ಬುಧವಾರ ೦೨ ಅಕ್ಟೋಬರ್ 2024: [1198, 81, 1390, 101]
- story3-headline: ಅಧಿಕಾರಿಗಳಿಗೆ ರೈತರ ಮನವಿ: [69, 974, 403, 1019]
- story3-column-3: ನಿಂಗರಾಜು ಎಂಬುವರು ಉದ್ದೇಶ ಪೂರ್ವಕವಾಗಿ ರಸ್ತೆಗೆ ಅಡ್ಡವಾಗಿ ಜೆಸಿಬಿಯಿಂದ ಬೇಲಿ ಹಾಕಿ ಕಾಫಿ ಗಿಡವನ್ನು ನೆಟ್ಟಿದ್ದಾರೆ ಅಲ್ಲದೆ ತಡೆಗೋಡೆಯಾಗಿ ಬಿಟ್ಟಿದ್ದಾರೆ ಹಾಗೂ ಗ್ರಾಮದ ಮುಖಂಡರು ಹಾಗೂ ಮಾಜಿ ಗ್ರಾಮ ಪಂಚಾಯಿತಿ ಸದಸ್ಯರಾದ ಪ್ರಕಾಶ್ ಎಸ್.ಕೆ ಅವರು ಆಕ್ರೋಶ ವ್ಯಕ್ತಪಡಿಸಿದರು. ಇದೇ ಸಂದರ್ಭದಲ್ಲಿ ಕರ್ನಾಟಕ ಫೀಮ್ ಆರ್ಮಿ ತಾಲ್ಲೂಕು ಸಂಚಾಲಕರಾದ ಜಗದೀಶ್ ಅವರು ಮಾತನಾಡಿ ನಿಂಗರಾಜು ಅವರು ಗ್ರಾಮದ ರೈತರಿಗೆ ಉದ್ದೇಶ ಪೂರ್ವಕವಾಗಿ ತೊಂದರೆ ನೀಡುತ್ತಿರುವುದು ಕಾನೂನು: [59, 1547, 279, 1753]
- masthead-logo-red: ಮುಂಜಾನೆ: [644, 24, 888, 108]
- story1-byline: – ವರದಿ: ಮಹದೇವಪ್ರಸಾದ್ ಹಂಗಳ: [623, 856, 766, 870]
- imprint-line-2: Published at : No.97, 2nd Cross, Vivekanandanagar, Khadi Commission Layout, BSK 3rd Stage, Katharigupppe Main Road, Bengaluru-560085. Mobile: 9663122276 Editor : H.L.AMARANATH: [156, 2347, 1395, 2362]
